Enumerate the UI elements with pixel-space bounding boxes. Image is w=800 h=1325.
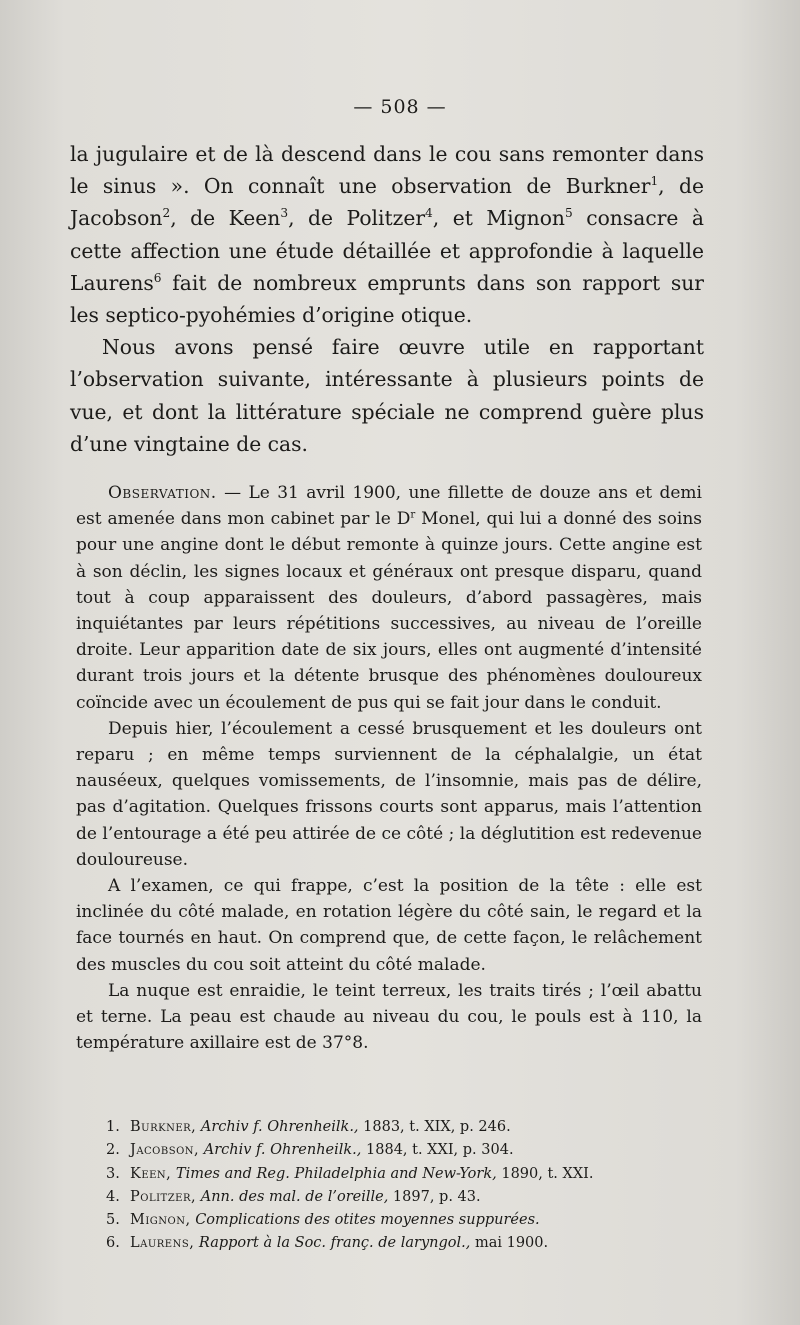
footnote-number: 5. (106, 1212, 120, 1229)
footnote (106, 1116, 706, 1139)
footnote-ref-1: 1 (650, 174, 659, 189)
footnote-details: 1897, p. 43. (388, 1188, 481, 1205)
observation-label: Observation. (108, 483, 217, 503)
footnote-title: Archiv f. Ohrenheilk., (199, 1142, 362, 1159)
intro-text-a: la jugulaire et de là descend dans le cou sans remonter dans le sinus ». On connaît une observation de Burkner (70, 142, 704, 199)
intro-text-f: consacre à cette affection une étude détaillée et approfondie à laquelle Laurens (70, 206, 704, 295)
intro-paragraph-2: Nous avons pensé faire œuvre utile en rapportant l’observation suivante, intéressante à plusieurs points de vue, et dont la littérature spéciale ne comprend guère plus d’une vingtaine de cas. (70, 335, 704, 456)
footnote-details: 1890, t. XXI. (496, 1165, 594, 1182)
doctor-abbrev-sup: r (410, 509, 416, 521)
observation-text-b: Monel, qui lui a donné des soins pour une angine dont le début remonte à quinze jours. Cette angine est à son déclin, les signes locaux et généraux ont presque disparu, quand tout à coup apparaissent des douleurs, d’abord passagères, mais inquiétantes par leurs répétitions successives, au niveau de l’oreille droite. Leur apparition date de six jours, elles ont augmenté d’intensité durant trois jours et la détente brusque des phénomènes douloureux coïncide avec un écoulement de pus qui se fait jour dans le conduit. (76, 509, 702, 713)
footnote-ref-6: 6 (153, 271, 162, 286)
footnote-author: Laurens, (130, 1235, 195, 1252)
intro-text-g: fait de nombreux emprunts dans son rapport sur les septico-pyohémies d’origine otique. (70, 270, 704, 328)
footnote-details: mai 1900. (470, 1235, 549, 1252)
footnote-ref-3: 3 (280, 206, 289, 221)
intro-text-d: , de Politzer (288, 206, 426, 231)
footnote-ref-5: 5 (564, 206, 573, 221)
footnote (106, 1163, 706, 1186)
footnote-number: 4. (106, 1188, 120, 1205)
footnote-details: 1884, t. XXI, p. 304. (361, 1142, 514, 1159)
footnote-author: Mignon, (130, 1212, 191, 1229)
footnote-number: 6. (106, 1235, 120, 1252)
footnote-title: Rapport à la Soc. franç. de laryngol., (194, 1235, 471, 1252)
footnote-title: Archiv f. Ohrenheilk., (196, 1119, 359, 1135)
intro-text-b: , de Jacobson (70, 174, 704, 231)
footnote-author: Burkner, (130, 1119, 197, 1135)
footnote-ref-2: 2 (162, 206, 171, 221)
intro-text-c: , de Keen (170, 206, 281, 231)
observation-section (76, 480, 702, 1056)
footnote (106, 1186, 706, 1209)
footnote-number: 1. (106, 1119, 120, 1135)
footnote-title: Times and Reg. Philadelphia and New-York, (171, 1165, 497, 1182)
intro-paragraph-1 (70, 138, 704, 331)
footnote-details: 1883, t. XIX, p. 246. (358, 1119, 511, 1135)
intro-text-e: , et Mignon (432, 206, 565, 231)
footnote-title: Ann. des mal. de l’oreille, (196, 1188, 389, 1205)
footnotes (106, 1116, 706, 1256)
footnote-author: Keen, (130, 1165, 172, 1182)
footnote-author: Politzer, (130, 1188, 197, 1205)
observation-text-a: — Le 31 avril 1900, une fillette de douze ans et demi est amenée dans mon cabinet par le D (76, 483, 702, 530)
footnote (106, 1139, 706, 1162)
footnote-number: 2. (106, 1142, 120, 1159)
observation-paragraph-3: A l’examen, ce qui frappe, c’est la position de la tête : elle est inclinée du côté malade, en rotation légère du côté sain, le regard et la face tournés en haut. On comprend que, de cette façon, le relâchement des muscles du cou soit atteint du côté malade. (76, 876, 702, 975)
observation-paragraph-2: Depuis hier, l’écoulement a cessé brusquement et les douleurs ont reparu ; en même temps surviennent de la céphalalgie, un état nauséeux, quelques vomissements, de l’insomnie, mais pas de délire, pas d’agitation. Quelques frissons courts sont apparus, mais l’attention de l’entourage a été peu attirée de ce côté ; la déglutition est redevenue douloureuse. (76, 718, 702, 870)
observation-paragraph-1 (76, 480, 702, 716)
footnote (106, 1232, 706, 1255)
intro-text (70, 138, 704, 460)
footnote (106, 1209, 706, 1232)
footnote-ref-4: 4 (425, 206, 433, 221)
footnote-number: 3. (106, 1165, 120, 1182)
page-number: — 508 — (353, 96, 447, 118)
observation-paragraph-4: La nuque est enraidie, le teint terreux, les traits tirés ; l’œil abattu et terne. La peau est chaude au niveau du cou, le pouls est à 110, la température axillaire est de 37°8. (76, 980, 702, 1054)
footnote-title: Complications des otites moyennes suppurées. (190, 1212, 540, 1229)
footnote-author: Jacobson, (130, 1142, 200, 1159)
